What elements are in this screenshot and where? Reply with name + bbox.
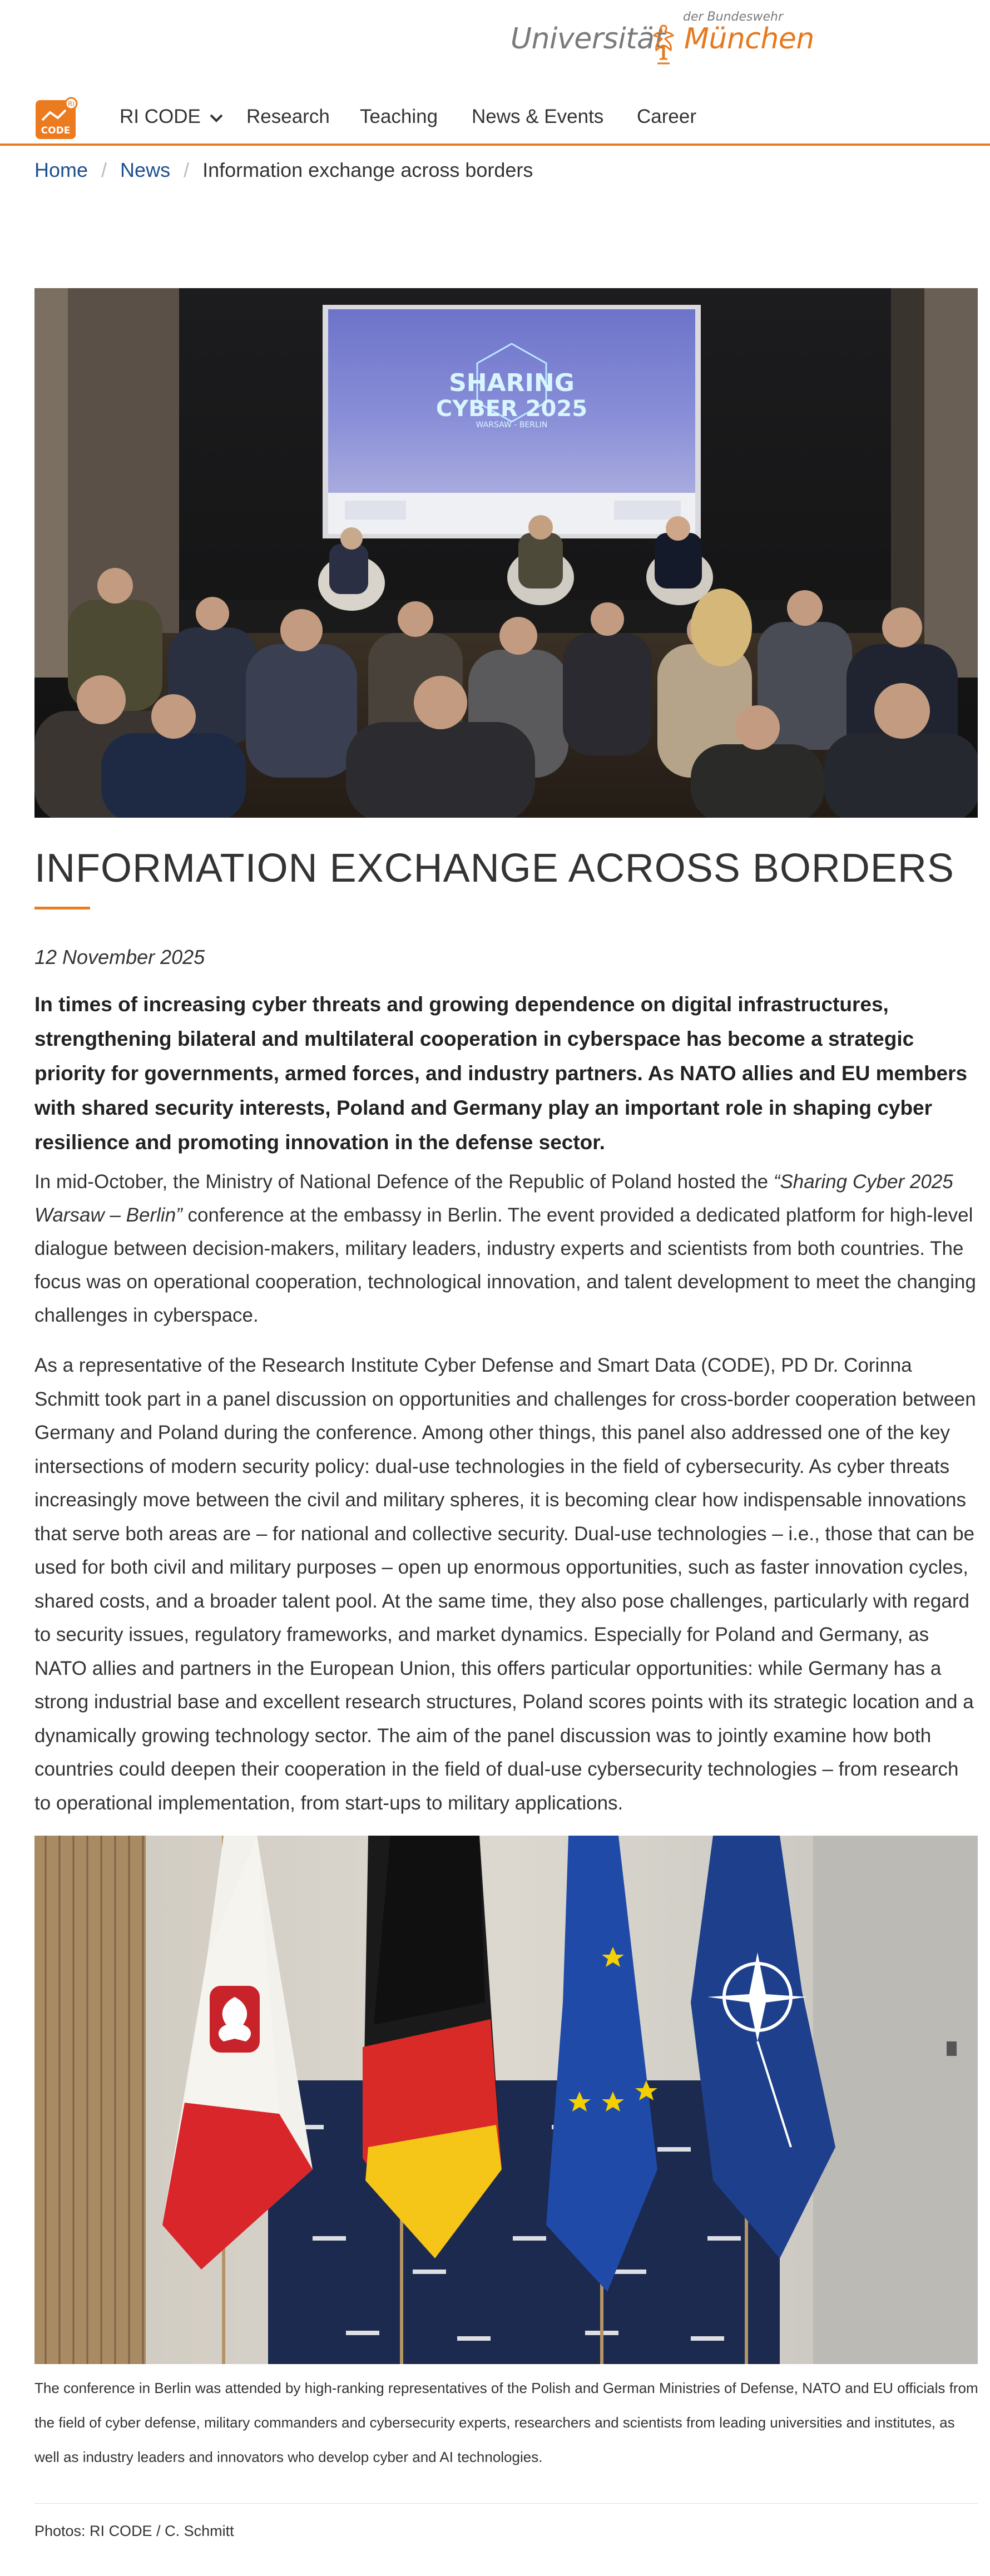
chevron-down-icon <box>209 112 224 123</box>
code-logo[interactable] <box>34 96 79 140</box>
main-navigation <box>0 89 990 145</box>
nav-item-label: RI CODE <box>120 106 201 127</box>
article-lead: In times of increasing cyber threats and growing dependence on digital infrastructures, strengthening bilateral and multilateral cooperation in cyberspace has become a strategic priority for governments, armed forces, and industry partners. As NATO allies and EU members with shared security interests, Poland and Germany play an important role in shaping cyber resilience and promoting innovation in the defense sector. <box>34 993 968 1154</box>
code-logo-text: CODE <box>41 125 71 136</box>
screen-title-line1: SHARING <box>449 369 575 397</box>
nav-item-ri-code[interactable] <box>120 106 224 128</box>
article-paragraph-2: As a representative of the Research Institute Cyber Defense and Smart Data (CODE), PD Dr. Corinna Schmitt took part in a panel discussion on opportunities and challenges for cross-border cooperation between Germany and Poland during the conference. Among other things, this panel also addressed one of the key intersections of modern security policy: dual-use technologies in the field of cybersecurity. As cyber threats increasingly move between the civil and military spheres, it is becoming clear how indispensable innovations that serve both areas are – for national and collective security. Dual-use technologies – i.e., those that can be used for both civil and military purposes – open up enormous opportunities, such as faster innovation cycles, shared costs, and a broader talent pool. At the same time, they also pose challenges, particularly with regard to security issues, regulatory frameworks, and market dynamics. Especially for Poland and Germany, as NATO allies and partners in the European Union, this offers particular opportunities: while Germany has a strong industrial base and excellent research structures, Poland scores points with its strategic location and a dynamically growing technology sector. The aim of the panel discussion was to jointly examine how both countries could deepen their cooperation in the field of dual-use cybersecurity technologies – from research to operational implementation, from start-ups to military applications. <box>34 1354 976 1814</box>
article-date: 12 November 2025 <box>34 946 205 968</box>
university-logo[interactable] <box>511 10 814 66</box>
university-logo-prefix: der Bundeswehr <box>683 10 783 24</box>
photo-caption: The conference in Berlin was attended by high-ranking representatives of the Polish and German Ministries of Defense, NATO and EU officials from the field of cyber defense, military commanders and cybersecurity experts, researchers and scientists from leading universities and institutes, as well as industry leaders and innovators who develop cyber and AI technologies. <box>34 2380 978 2465</box>
paragraph-text: In mid-October, the Ministry of National Defence of the Republic of Poland hosted the <box>34 1171 774 1193</box>
screen-title-line3: WARSAW - BERLIN <box>476 421 548 429</box>
breadcrumb-home[interactable]: Home <box>34 159 88 181</box>
page-title: INFORMATION EXCHANGE ACROSS BORDERS <box>34 846 954 891</box>
university-logo-name-2: München <box>684 22 814 56</box>
hero-photo-conference <box>34 288 978 818</box>
nav-item-research[interactable]: Research <box>246 106 330 127</box>
nav-item-career[interactable]: Career <box>637 106 696 127</box>
breadcrumb-separator: / <box>184 159 190 181</box>
site-header <box>0 0 990 181</box>
flags-photo <box>34 1836 978 2364</box>
code-logo-badge: RI <box>68 100 75 108</box>
breadcrumb-news[interactable]: News <box>120 159 171 181</box>
article-paragraph-1 <box>34 1165 980 1332</box>
eagle-emblem-icon <box>644 20 683 70</box>
conference-name: “Sharing Cyber 2025 Warsaw – Berlin” <box>34 1171 953 1226</box>
photo-credits: Photos: RI CODE / C. Schmitt <box>34 2523 234 2539</box>
nav-item-teaching[interactable]: Teaching <box>360 106 438 127</box>
screen-title-line2: CYBER 2025 <box>435 396 588 422</box>
university-logo-name-1: Universität <box>511 22 666 56</box>
nav-divider <box>0 144 990 146</box>
paragraph-text: conference at the embassy in Berlin. The event provided a dedicated platform for high-level dialogue between decision-makers, military leaders, industry experts and scientists from both countries. The focus was on operational cooperation, technological innovation, and talent development to meet the changing challenges in cyberspace. <box>34 1204 976 1326</box>
footer-divider <box>34 2503 978 2504</box>
breadcrumb-current: Information exchange across borders <box>202 159 533 181</box>
nav-item-news-events[interactable]: News & Events <box>472 106 604 127</box>
breadcrumb-separator: / <box>101 159 107 181</box>
breadcrumb <box>34 159 533 186</box>
title-accent-rule <box>34 907 90 909</box>
